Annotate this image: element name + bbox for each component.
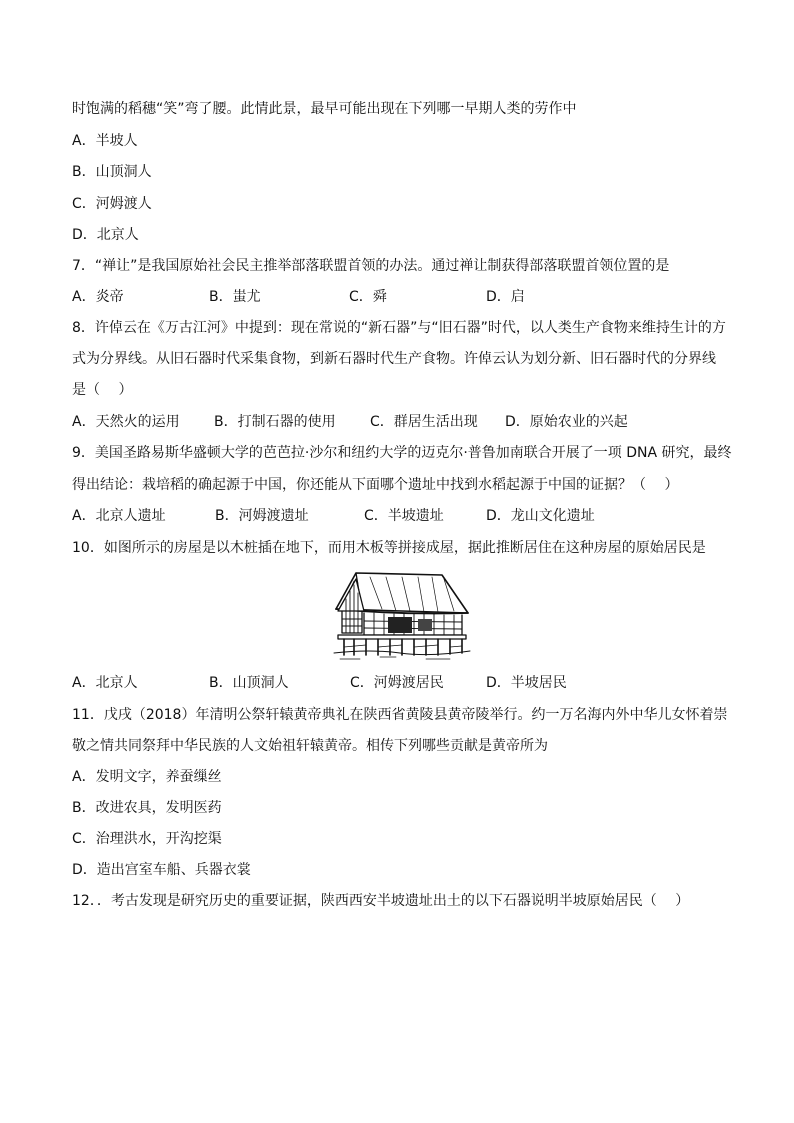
q8-option-d: D．原始农业的兴起	[505, 414, 628, 430]
q11-option-a: A．发明文字，养蚕缫丝	[72, 769, 222, 785]
q9-option-c: C．半坡遗址	[364, 508, 444, 524]
q8-option-b: B．打制石器的使用	[214, 414, 336, 430]
q11-option-c: C．治理洪水，开沟挖渠	[72, 831, 222, 847]
q8-stem-line-3: 是（ ）	[72, 382, 133, 398]
q10-stem: 10．如图所示的房屋是以木桩插在地下，而用木板等拼接成屋，据此推断居住在这种房屋的原始居民是	[72, 540, 706, 556]
q6-option-d: D．北京人	[72, 227, 139, 243]
q7-option-b: B．蚩尤	[209, 289, 261, 305]
q7-option-d: D．启	[486, 289, 525, 305]
q11-stem-line-1: 11．戊戌（2018）年清明公祭轩辕黄帝典礼在陕西省黄陵县黄帝陵举行。约一万名海内外中华儿女怀着崇	[72, 707, 728, 723]
q7-option-a: A．炎帝	[72, 289, 124, 305]
q11-option-d: D．造出宫室车船、兵器衣裳	[72, 862, 251, 878]
q6-option-b: B．山顶洞人	[72, 164, 152, 180]
q9-option-d: D．龙山文化遗址	[486, 508, 595, 524]
q11-stem-line-2: 敬之情共同祭拜中华民族的人文始祖轩辕黄帝。相传下列哪些贡献是黄帝所为	[72, 738, 548, 754]
q10-option-d: D．半坡居民	[486, 675, 567, 691]
q6-option-c: C．河姆渡人	[72, 196, 152, 212]
stilt-house-illustration	[330, 569, 474, 665]
q6-option-a: A．半坡人	[72, 133, 138, 149]
q10-option-b: B．山顶洞人	[209, 675, 289, 691]
q7-option-c: C．舜	[349, 289, 387, 305]
q9-option-a: A．北京人遗址	[72, 508, 166, 524]
q9-stem-line-1: 9．美国圣路易斯华盛顿大学的芭芭拉·沙尔和纽约大学的迈克尔·普鲁加南联合开展了一项 DNA 研究，最终	[72, 445, 732, 461]
q7-stem: 7．“禅让”是我国原始社会民主推举部落联盟首领的办法。通过禅让制获得部落联盟首领位置的是	[72, 258, 670, 274]
q9-option-b: B．河姆渡遗址	[215, 508, 309, 524]
q8-option-a: A．天然火的运用	[72, 414, 180, 430]
q8-stem-line-2: 式为分界线。从旧石器时代采集食物，到新石器时代生产食物。许倬云认为划分新、旧石器时代的分界线	[72, 351, 716, 367]
q10-option-c: C．河姆渡居民	[350, 675, 444, 691]
q11-option-b: B．改进农具，发明医药	[72, 800, 222, 816]
q10-option-a: A．北京人	[72, 675, 138, 691]
q8-option-c: C．群居生活出现	[370, 414, 478, 430]
q6-stem: 时饱满的稻穗“笑”弯了腰。此情此景，最早可能出现在下列哪一早期人类的劳作中	[72, 101, 577, 117]
q12-stem: 12．．考古发现是研究历史的重要证据，陕西西安半坡遗址出土的以下石器说明半坡原始居民（ ）	[72, 893, 690, 909]
q9-stem-line-2: 得出结论：栽培稻的确起源于中国，你还能从下面哪个遗址中找到水稻起源于中国的证据？（ ）	[72, 477, 679, 493]
q8-stem-line-1: 8．许倬云在《万古江河》中提到：现在常说的“新石器”与“旧石器”时代，以人类生产食物来维持生计的方	[72, 320, 726, 336]
